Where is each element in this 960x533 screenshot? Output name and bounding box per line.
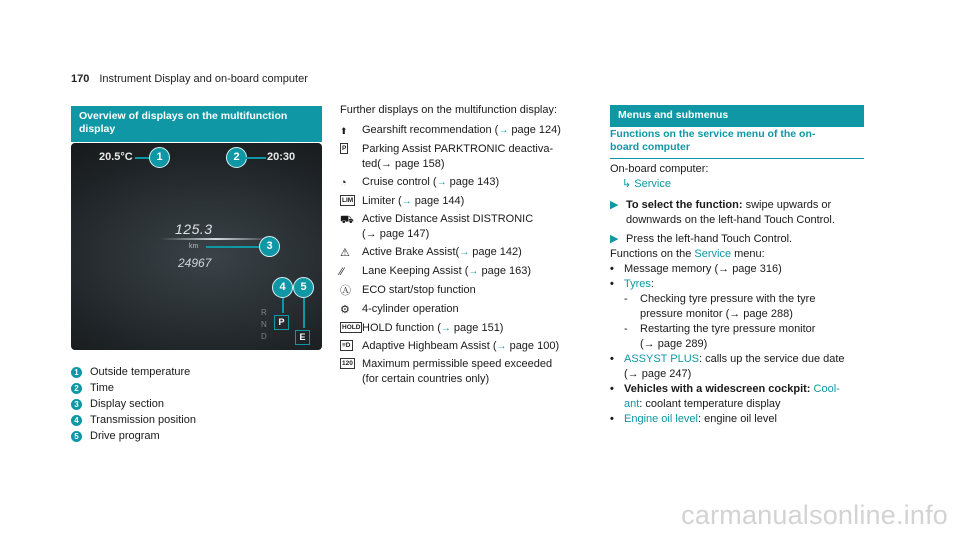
legend-label: Time bbox=[90, 382, 115, 394]
display-item: ≡D Adaptive Highbeam Assist (→ page 100) bbox=[342, 340, 560, 352]
bullet-message-memory: • Message memory (→ page 316) bbox=[610, 263, 782, 275]
functions-line: Functions on the Service menu: bbox=[610, 248, 765, 260]
brake-assist-icon: ⚠ bbox=[340, 247, 350, 259]
display-item: HOLD HOLD function (→ page 151) bbox=[342, 322, 504, 334]
display-item: ⛟ Active Distance Assist DISTRONIC (→ page 147) bbox=[340, 213, 534, 240]
legend-item bbox=[71, 412, 196, 428]
highbeam-assist-icon: ≡D bbox=[342, 342, 351, 349]
page-number: 170 bbox=[71, 73, 90, 85]
watermark: carmanualsonline.info bbox=[681, 500, 948, 530]
legend-number: 1 bbox=[71, 367, 82, 378]
section-title-line1: Overview of displays on the multifunction bbox=[79, 110, 288, 122]
bullet-coolant: • Vehicles with a widescreen cockpit: Cool- ant: coolant temperature display bbox=[610, 383, 840, 410]
legend-label: Outside temperature bbox=[90, 366, 191, 378]
speed-divider bbox=[161, 238, 271, 240]
service-menu-subheading bbox=[610, 128, 864, 159]
gear-n: N bbox=[261, 320, 267, 329]
legend-label: Transmission position bbox=[90, 414, 196, 426]
section-title-line2: display bbox=[79, 123, 116, 135]
step-arrow-icon: ▶ bbox=[610, 199, 619, 211]
outside-temperature: 20.5°C bbox=[99, 151, 133, 163]
legend-number: 4 bbox=[71, 415, 82, 426]
instrument-display-image bbox=[71, 143, 322, 350]
display-item: Ⓐ ECO start/stop function bbox=[340, 284, 476, 297]
legend-label: Drive program bbox=[90, 430, 160, 442]
bullet-assyst-plus: • ASSYST PLUS: calls up the service due date (→ page 247) bbox=[610, 353, 845, 380]
legend-item bbox=[71, 428, 196, 444]
display-item: ⁄⁄ Lane Keeping Assist (→ page 163) bbox=[340, 265, 532, 278]
step-1: ▶ To select the function: swipe upwards or downwards on the left-hand Touch Control. bbox=[610, 199, 835, 226]
legend-number: 3 bbox=[71, 399, 82, 410]
display-item: ⬆ Gearshift recommendation (→ page 124) bbox=[340, 123, 600, 139]
cruise-control-icon: ◔ bbox=[340, 177, 347, 189]
subheading-line2: board computer bbox=[610, 141, 690, 153]
sub-bullet-restart-monitor: - Restarting the tyre pressure monitor (→ page 289) bbox=[624, 323, 816, 350]
display-item: LIM Limiter (→ page 144) bbox=[342, 195, 465, 207]
gear-p-indicator: P bbox=[274, 315, 289, 330]
hold-icon: HOLD bbox=[342, 324, 361, 331]
display-item: P Parking Assist PARKTRONIC deactiva- ted(→ page 158) bbox=[342, 143, 554, 170]
middle-column bbox=[340, 103, 600, 390]
max-speed-icon: 120 bbox=[342, 360, 353, 367]
step-2: ▶ Press the left-hand Touch Control. bbox=[610, 233, 793, 245]
obc-label: On-board computer: bbox=[610, 163, 709, 175]
page-header bbox=[71, 73, 308, 85]
display-item: ⚠ Active Brake Assist(→ page 142) bbox=[340, 246, 522, 259]
legend-item bbox=[71, 396, 196, 412]
display-item: 120 Maximum permissible speed exceeded (for certain countries only) bbox=[342, 358, 553, 385]
legend-number: 2 bbox=[71, 383, 82, 394]
display-item: ⚙ 4-cylinder operation bbox=[340, 303, 459, 316]
callout-2: 2 bbox=[226, 147, 247, 168]
odometer: 24967 bbox=[178, 256, 212, 270]
bullet-engine-oil: • Engine oil level: engine oil level bbox=[610, 413, 777, 425]
callout-leader-4 bbox=[282, 298, 284, 313]
legend-number: 5 bbox=[71, 431, 82, 442]
section-title-bar bbox=[71, 106, 322, 142]
drive-program-indicator: E bbox=[295, 330, 310, 345]
menu-path bbox=[610, 177, 870, 192]
time-display: 20:30 bbox=[267, 151, 296, 163]
gearshift-arrow-icon: ⬆ bbox=[340, 126, 348, 136]
right-column-body bbox=[610, 162, 870, 427]
callout-leader-2 bbox=[246, 157, 266, 159]
distronic-icon: ⛟ bbox=[340, 214, 354, 226]
further-displays-intro: Further displays on the multifunction display: bbox=[340, 104, 558, 116]
callout-legend bbox=[71, 364, 196, 444]
four-cylinder-icon: ⚙ bbox=[340, 304, 350, 316]
gear-r: R bbox=[261, 308, 267, 317]
chapter-title: Instrument Display and on-board computer bbox=[99, 73, 308, 85]
legend-item bbox=[71, 380, 196, 396]
callout-1: 1 bbox=[149, 147, 170, 168]
speed-value: 125.3 bbox=[175, 221, 213, 237]
sub-bullet-check-pressure: - Checking tyre pressure with the tyre pressure monitor (→ page 288) bbox=[624, 293, 816, 320]
callout-3: 3 bbox=[259, 236, 280, 257]
menu-path-arrow-icon: ↳ bbox=[622, 178, 632, 190]
step-arrow-icon: ▶ bbox=[610, 233, 619, 245]
callout-leader-5 bbox=[303, 298, 305, 328]
speed-unit: km bbox=[189, 243, 199, 250]
callout-leader-3 bbox=[206, 246, 260, 248]
lane-keeping-icon: ⁄⁄ bbox=[340, 266, 344, 278]
service-menu-link[interactable]: Service bbox=[634, 178, 671, 190]
callout-5: 5 bbox=[293, 277, 314, 298]
bullet-tyres: • Tyres: bbox=[610, 278, 654, 290]
eco-start-stop-icon: Ⓐ bbox=[340, 285, 351, 297]
gear-d: D bbox=[261, 332, 267, 341]
menus-submenus-bar: Menus and submenus bbox=[610, 105, 864, 127]
subheading-line1: Functions on the service menu of the on- bbox=[610, 128, 816, 140]
legend-item bbox=[71, 364, 196, 380]
callout-4: 4 bbox=[272, 277, 293, 298]
limiter-icon: LIM bbox=[342, 197, 354, 204]
legend-label: Display section bbox=[90, 398, 164, 410]
parktronic-icon: P bbox=[342, 145, 347, 152]
display-item: ◔ Cruise control (→ page 143) bbox=[340, 176, 500, 189]
